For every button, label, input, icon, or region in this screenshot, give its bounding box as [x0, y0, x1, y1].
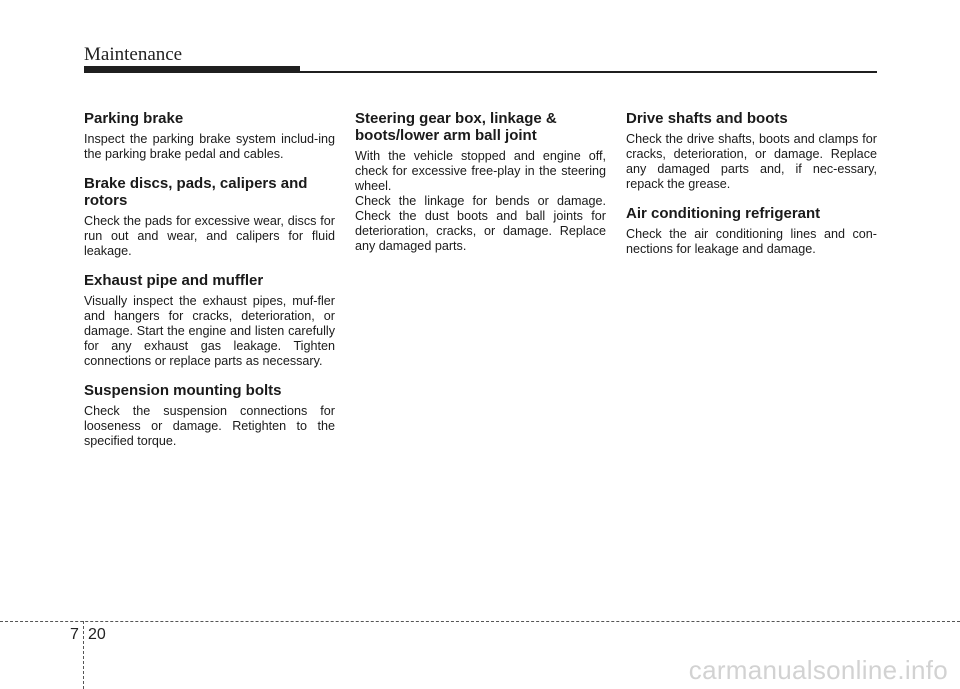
section-suspension [84, 382, 335, 449]
chapter-number: 7 [70, 626, 79, 643]
page-number: 20 [88, 626, 106, 643]
header-title: Maintenance [84, 44, 183, 65]
section-heading: Brake discs, pads, calipers and rotors [84, 175, 308, 209]
section-brake-discs [84, 175, 335, 259]
section-body: Inspect the parking brake system includ-ing the parking brake pedal and cables. [84, 132, 335, 161]
section-body: Check the pads for excessive wear, discs for run out and wear, and calipers for fluid leakage. [84, 214, 335, 258]
watermark: carmanualsonline.info [688, 655, 948, 685]
column-right [626, 110, 877, 270]
section-body: Visually inspect the exhaust pipes, muf-fler and hangers for cracks, deterioration, or damage. Start the engine and listen carefully for any exhaust gas leakage. Tighten connections or replace parts as necessary. [84, 294, 335, 368]
section-body: Check the air conditioning lines and con-nections for leakage and damage. [626, 227, 877, 256]
section-body: Check the drive shafts, boots and clamps for cracks, deterioration, or damage. Replace any damaged parts and, if nec-essary, repack the grease. [626, 132, 877, 191]
section-ac-refrigerant [626, 205, 877, 257]
footer-vertical-divider [83, 621, 84, 689]
section-heading: Exhaust pipe and muffler [84, 272, 264, 289]
section-heading: Air conditioning refrigerant [626, 205, 821, 222]
section-exhaust [84, 272, 335, 369]
section-parking-brake [84, 110, 335, 162]
header-bar [84, 66, 300, 73]
section-drive-shafts [626, 110, 877, 192]
footer-divider [0, 621, 960, 622]
section-heading: Parking brake [84, 110, 184, 127]
section-heading: Drive shafts and boots [626, 110, 788, 127]
header-rule [300, 71, 877, 73]
column-middle [355, 110, 606, 267]
section-steering [355, 110, 606, 254]
section-heading: Steering gear box, linkage & boots/lower arm ball joint [355, 110, 557, 144]
section-body: Check the suspension connections for looseness or damage. Retighten to the specified torque. [84, 404, 335, 448]
section-body: With the vehicle stopped and engine off, check for excessive free-play in the steering wheel. [355, 149, 606, 193]
column-left [84, 110, 335, 462]
section-heading: Suspension mounting bolts [84, 382, 282, 399]
section-body-continued: Check the linkage for bends or damage. Check the dust boots and ball joints for deterioration, cracks, or damage. Replace any damaged parts. [355, 194, 606, 253]
